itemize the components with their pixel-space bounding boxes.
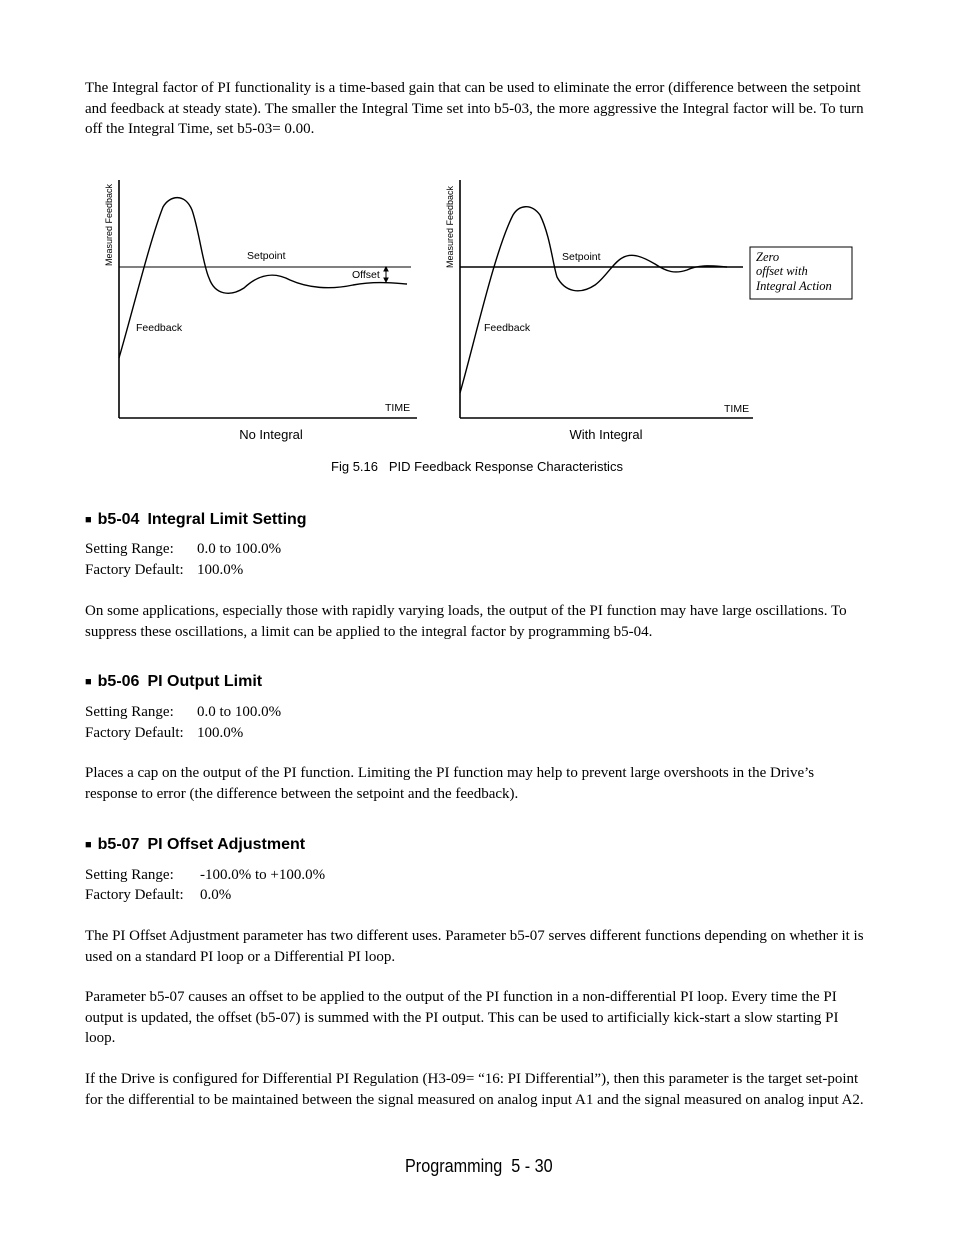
left-y-axis-label: Measured Feedback <box>104 183 114 266</box>
setting-range-label: Setting Range: <box>85 541 174 557</box>
setting-range-label: Setting Range: <box>85 867 174 883</box>
left-feedback-label: Feedback <box>136 322 183 334</box>
setting-range-label: Setting Range: <box>85 704 174 720</box>
setting-range-value: 0.0 to 100.0% <box>197 704 282 720</box>
note-line-3: Integral Action <box>756 279 832 293</box>
section-code: b5-04 <box>97 511 140 528</box>
left-setpoint-label: Setpoint <box>247 250 286 262</box>
right-feedback-curve <box>460 207 727 393</box>
note-line-1: Zero <box>756 250 780 264</box>
section-title: PI Offset Adjustment <box>147 836 306 853</box>
right-chart-title: With Integral <box>569 427 643 442</box>
square-bullet-icon: ■ <box>85 676 92 688</box>
factory-default-value: 100.0% <box>197 725 244 741</box>
section-heading-b5-06 <box>85 672 262 693</box>
right-setpoint-label: Setpoint <box>562 251 601 263</box>
left-time-label: TIME <box>385 402 411 414</box>
factory-default-value: 100.0% <box>197 562 244 578</box>
setting-range-value: 0.0 to 100.0% <box>197 541 282 557</box>
section-title: PI Output Limit <box>147 673 263 690</box>
left-offset-label: Offset <box>352 269 380 281</box>
section-heading-b5-04 <box>85 510 307 531</box>
factory-default-row <box>85 885 231 906</box>
section-code: b5-07 <box>97 836 140 853</box>
factory-default-label: Factory Default: <box>85 725 184 741</box>
square-bullet-icon: ■ <box>85 839 92 851</box>
section-code: b5-06 <box>97 673 140 690</box>
setting-range-row <box>85 865 325 886</box>
setting-range-row <box>85 702 281 723</box>
section-paragraph: On some applications, especially those with rapidly varying loads, the output of the PI function may have large oscillations. To suppress these oscillations, a limit can be applied to the integral factor by programming b5-04. <box>85 603 847 640</box>
right-feedback-label: Feedback <box>484 322 531 334</box>
square-bullet-icon: ■ <box>85 514 92 526</box>
section-paragraph: Parameter b5-07 causes an offset to be applied to the output of the PI function in a non-differential PI loop. Every time the PI output is updated, the offset (b5-07) is summed with the PI output. This can be used to artificially kick-start a slow starting PI loop. <box>85 989 839 1046</box>
factory-default-label: Factory Default: <box>85 887 184 903</box>
intro-paragraph: The Integral factor of PI functionality is a time-based gain that can be used to eliminate the error (difference between the setpoint and feedback at steady state). The smaller the Integral Time set into b5-03, the more aggressive the Integral factor will be. To turn off the Integral Time, set b5-03= 0.00. <box>85 80 864 137</box>
factory-default-row <box>85 560 243 581</box>
left-chart-title: No Integral <box>239 427 303 442</box>
section-paragraph: The PI Offset Adjustment parameter has two different uses. Parameter b5-07 serves different functions depending on whether it is used on a standard PI loop or a Differential PI loop. <box>85 928 864 965</box>
setting-range-value: -100.0% to +100.0% <box>200 867 326 883</box>
factory-default-value: 0.0% <box>200 887 232 903</box>
right-y-axis-label: Measured Feedback <box>445 185 455 268</box>
section-heading-b5-07 <box>85 835 305 856</box>
section-paragraph: Places a cap on the output of the PI function. Limiting the PI function may help to prevent large overshoots in the Drive’s response to error (the difference between the setpoint and the feedback). <box>85 765 815 802</box>
section-title: Integral Limit Setting <box>147 511 307 528</box>
note-line-2: offset with <box>756 264 808 278</box>
setting-range-row <box>85 539 281 560</box>
factory-default-label: Factory Default: <box>85 562 184 578</box>
page-footer: Programming 5 - 30 <box>405 1156 553 1176</box>
figure-caption: Fig 5.16 PID Feedback Response Characteristics <box>331 459 623 474</box>
factory-default-row <box>85 723 243 744</box>
right-time-label: TIME <box>724 403 750 415</box>
pid-feedback-figure <box>95 160 865 480</box>
section-paragraph: If the Drive is configured for Differential PI Regulation (H3-09= “16: PI Differential”), then this parameter is the target set-point for the differential to be maintained between the signal measured on analog input A1 and the signal measured on analog input A2. <box>85 1071 864 1108</box>
